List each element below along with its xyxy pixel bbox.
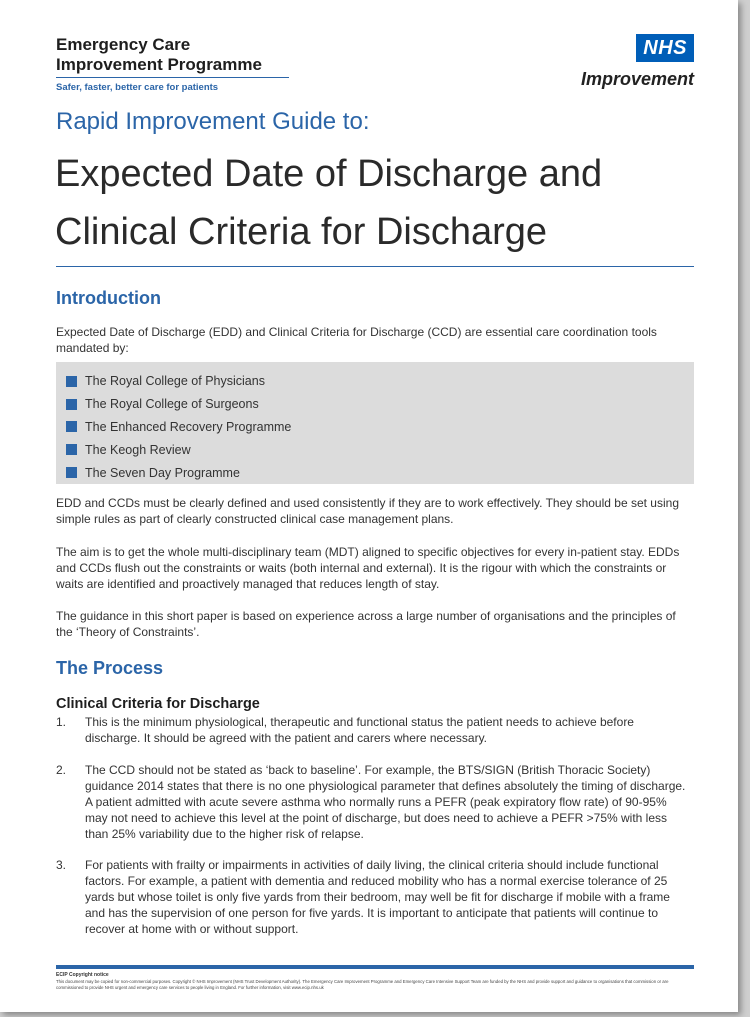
list-item [66,393,694,416]
list-item-label: The Seven Day Programme [85,465,240,480]
nhs-improvement-logo [581,34,694,90]
bullet-square-icon [66,467,77,478]
page-title-line-1: Expected Date of Discharge and [55,153,603,195]
list-item [66,438,694,461]
intro-paragraph-2: The aim is to get the whole multi-disciplinary team (MDT) aligned to specific objectives for every in-patient stay. EDDs and CCDs flush out the constraints or waits (both internal and external). It is the rigour with which the constraints or waits are identified and proactively managed that reduces length of stay. [56,545,680,591]
intro-paragraph-3: The guidance in this short paper is based on experience across a large number of organisations and the principles of the ‘Theory of Constraints’. [56,609,676,639]
item-number: 3. [56,858,67,872]
page-title [55,145,685,261]
brand-tagline: Safer, faster, better care for patients [56,82,219,93]
intro-paragraph-1: EDD and CCDs must be clearly defined and used consistently if they are to work effectively. They should be set using simple rules as part of clearly constructed clinical case management plans. [56,496,679,526]
list-item [66,461,694,484]
numbered-item-1 [56,714,696,746]
guide-subtitle: Rapid Improvement Guide to: [56,108,370,135]
item-number: 1. [56,715,67,729]
bullet-square-icon [66,376,77,387]
bullet-square-icon [66,421,77,432]
item-text: This is the minimum physiological, therapeutic and functional status the patient needs to achieve before discharge. It should be agreed with the patient and carers where necessary. [85,715,634,745]
nhs-org-name: Improvement [580,69,694,89]
brand-underline [56,77,289,78]
introduction-lead: Expected Date of Discharge (EDD) and Clinical Criteria for Discharge (CCD) are essential care coordination tools mandated by: [56,325,657,355]
numbered-item-2 [56,762,696,842]
list-item-label: The Keogh Review [85,442,191,457]
item-text: The CCD should not be stated as ‘back to baseline’. For example, the BTS/SIGN (British Thoracic Society) guidance 2014 states that there is no one physiological parameter that defines absolutely the timing of discharge. A patient admitted with acute severe asthma who normally runs a PEFR (peak expiratory flow rate) of 90-95% may not need to achieve this level at the point of discharge, but does need to achieve a PEFR >75% with less than 25% variability due to the higher risk of relapse. [85,763,686,841]
list-item-label: The Enhanced Recovery Programme [85,419,292,434]
list-item [66,370,694,393]
list-item-label: The Royal College of Surgeons [85,397,259,412]
footer-divider [56,965,694,969]
copyright-notice: This document may be copied for non-commercial purposes. Copyright © NHS Improvement (NHS Trust Development Authority). The Emergency Care Improvement Programme and Emergency Care Intensive Support Team are funded by the NHS and provide support and guidance to organisations that commission or are commissioned to provide NHS urgent and emergency care services to people living in England. For further information, visit www.ecip.nhs.uk [56,979,669,990]
bullet-square-icon [66,444,77,455]
bullet-square-icon [66,399,77,410]
brand-line-2: Improvement Programme [56,55,262,74]
numbered-item-3 [56,857,696,937]
process-heading: The Process [56,658,164,678]
copyright-heading: ECIP Copyright notice [56,972,109,978]
item-number: 2. [56,763,67,777]
introduction-heading: Introduction [56,288,161,308]
list-item [66,416,694,439]
item-text: For patients with frailty or impairments in activities of daily living, the clinical criteria should include functional factors. For example, a patient with dementia and reduced mobility who has a normal exercise tolerance of 25 yards but whose toilet is only five yards from their bedroom, may well be fit for discharge if mobile with a frame and has the supervision of one person for five yards. It is important to anticipate that patients will continue to recover at home with or without support. [85,858,670,936]
mandating-bodies-list [56,362,694,484]
page-title-line-2: Clinical Criteria for Discharge [55,211,548,253]
list-item-label: The Royal College of Physicians [85,374,265,389]
nhs-logo-badge: NHS [636,34,694,62]
brand-line-1: Emergency Care [56,35,191,54]
mandating-bodies-box [56,362,694,484]
title-divider [56,266,694,267]
ccd-subheading: Clinical Criteria for Discharge [56,696,260,712]
programme-brand [56,35,289,93]
